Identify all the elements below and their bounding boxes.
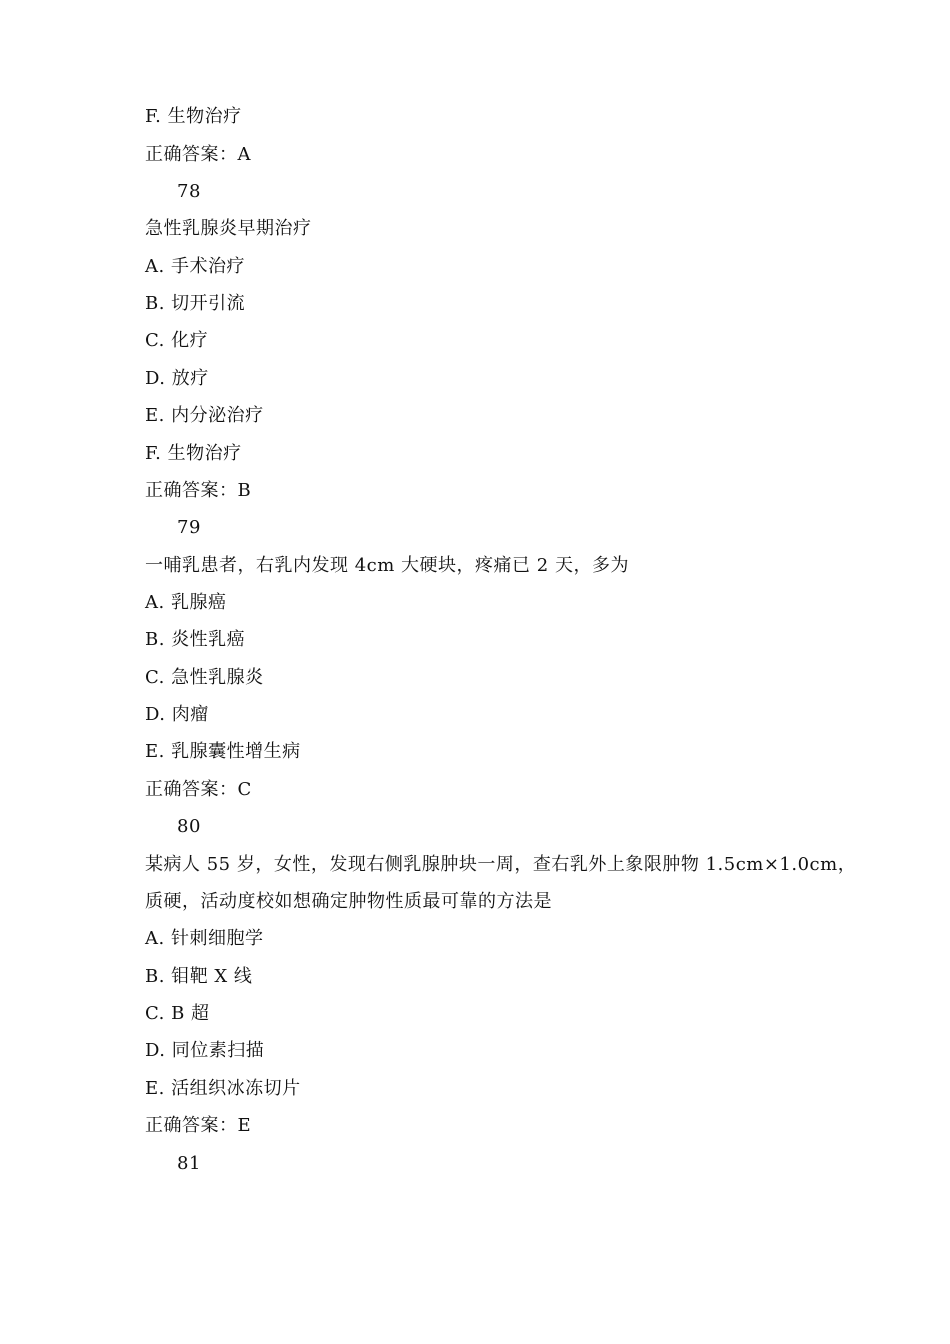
q80-option-a: A. 针刺细胞学	[145, 928, 264, 949]
q78-option-c: C. 化疗	[145, 330, 209, 351]
question-number-79: 79	[177, 517, 201, 538]
q79-option-b: B. 炎性乳癌	[145, 629, 246, 650]
question-number-80: 80	[177, 816, 201, 837]
question-number-81: 81	[177, 1153, 201, 1174]
q80-option-d: D. 同位素扫描	[145, 1040, 265, 1061]
q79-stem: 一哺乳患者，右乳内发现 4cm 大硬块，疼痛已 2 天，多为	[145, 555, 629, 576]
q78-option-b: B. 切开引流	[145, 293, 246, 314]
question-number-78: 78	[177, 181, 201, 202]
q78-answer: 正确答案：B	[145, 480, 252, 501]
q78-option-a: A. 手术治疗	[145, 256, 245, 277]
q80-option-b: B. 钼靶 X 线	[145, 966, 253, 987]
q77-option-f: F. 生物治疗	[145, 106, 242, 127]
q78-option-f: F. 生物治疗	[145, 443, 242, 464]
q79-option-c: C. 急性乳腺炎	[145, 667, 264, 688]
q77-answer: 正确答案：A	[145, 144, 251, 165]
q79-option-d: D. 肉瘤	[145, 704, 209, 725]
q80-stem-line-1: 某病人 55 岁，女性，发现右侧乳腺肿块一周，查右乳外上象限肿物 1.5cm×1.0cm，	[145, 854, 857, 875]
q79-answer: 正确答案：C	[145, 779, 252, 800]
q79-option-a: A. 乳腺癌	[145, 592, 227, 613]
q80-stem-line-2: 质硬，活动度校如想确定肿物性质最可靠的方法是	[145, 891, 552, 912]
q80-answer: 正确答案：E	[145, 1115, 252, 1136]
q78-option-d: D. 放疗	[145, 368, 209, 389]
q80-option-e: E. 活组织冰冻切片	[145, 1078, 301, 1099]
q78-option-e: E. 内分泌治疗	[145, 405, 264, 426]
q80-option-c: C. B 超	[145, 1003, 210, 1024]
q78-stem: 急性乳腺炎早期治疗	[145, 218, 312, 239]
q79-option-e: E. 乳腺囊性增生病	[145, 741, 301, 762]
